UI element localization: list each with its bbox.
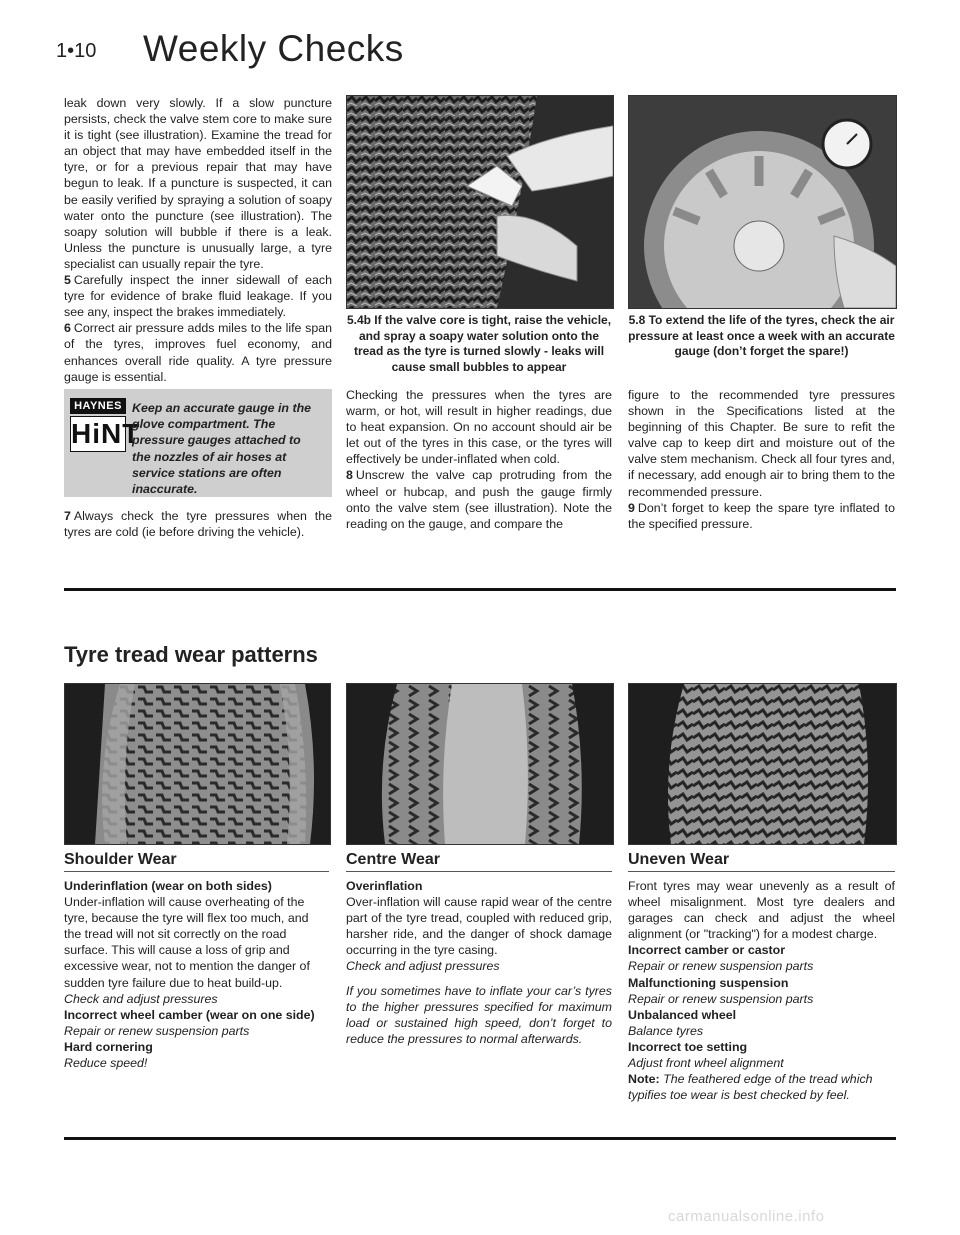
uneven-cause-4: Incorrect toe setting [628,1039,748,1054]
section-divider [64,588,896,591]
column-2-text [346,387,612,532]
column-1-text [64,95,332,385]
step-number: 9 [628,500,635,515]
tyre-shoulder-wear-image [65,684,330,844]
shoulder-wear-text [64,878,329,1071]
step-number: 7 [64,509,71,523]
heading-uneven-wear: Uneven Wear [628,851,730,868]
note-text: The feathered edge of the tread which typifies toe wear is best checked by feel. [628,1072,873,1103]
heading-underline [628,871,895,872]
paragraph-9: Don’t forget to keep the spare tyre inflated to the specified pressure. [628,500,895,531]
uneven-cause-3: Unbalanced wheel [628,1007,737,1022]
paragraph-7: Always check the tyre pressures when the tyres are cold (ie before driving the vehicle). [64,509,332,540]
shoulder-remedy-2: Repair or renew suspension parts [64,1023,250,1038]
heading-centre-wear: Centre Wear [346,851,440,868]
uneven-remedy-2: Repair or renew suspension parts [628,991,814,1006]
shoulder-cause-2: Incorrect wheel camber (wear on one side) [64,1007,315,1022]
photo-shoulder-wear [64,683,331,845]
hint-logo-text: HiNT [70,416,126,452]
page-title: Weekly Checks [143,28,404,69]
haynes-hint-logo [70,398,141,452]
bottom-divider [64,1137,896,1140]
uneven-remedy-1: Repair or renew suspension parts [628,959,814,974]
paragraph-6: Correct air pressure adds miles to the life span of the tyres, improves fuel economy, and enhances overall ride quality. A tyre pressure gauge is essential. [64,321,332,384]
haynes-logo-text: HAYNES [70,398,126,414]
shoulder-remedy-3: Reduce speed! [64,1056,148,1071]
uneven-cause-2: Malfunctioning suspension [628,975,789,990]
heading-shoulder-wear: Shoulder Wear [64,851,177,868]
uneven-wear-text [628,878,895,1103]
shoulder-cause-3: Hard cornering [64,1039,153,1054]
shoulder-remedy-1: Check and adjust pressures [64,991,218,1006]
photo-uneven-wear [628,683,897,845]
uneven-description: Front tyres may wear unevenly as a result of wheel misalignment. Most tyre dealers and garages can check and adjust the wheel alignment (or "tracking") for a modest charge. [628,879,895,942]
photo-pressure-gauge [628,95,897,309]
step-number: 8 [346,468,353,483]
centre-wear-text [346,878,612,1047]
paragraph-pressure-warm: Checking the pressures when the tyres are warm, or hot, will result in higher readings, due to heat expansion. On no account should air be let out of the tyres in this case, or the tyres will effectively be under-inflated when cold. [346,388,612,467]
centre-description: Over-inflation will cause rapid wear of the centre part of the tyre tread, coupled with reduced grip, harsher ride, and the danger of shock damage occurring in the tyre casing. [346,895,612,958]
footer-watermark: carmanualsonline.info [668,1208,825,1225]
paragraph-7-block [64,508,332,540]
shoulder-cause-1: Underinflation (wear on both sides) [64,879,272,893]
caption-5-8: 5.8 To extend the life of the tyres, check the air pressure at least once a week with an accurate gauge (don’t forget the spare!) [628,313,895,358]
uneven-remedy-4: Adjust front wheel alignment [628,1056,784,1071]
page-number: 1•10 [56,40,97,62]
step-number: 6 [64,321,71,336]
section-title: Tyre tread wear patterns [64,642,318,667]
paragraph-5: Carefully inspect the inner sidewall of each tyre for evidence of brake fluid leakage. If you see any, inspect the brakes immediately. [64,273,332,320]
uneven-cause-1: Incorrect camber or castor [628,943,786,958]
note-label: Note: [628,1072,660,1087]
hint-text: Keep an accurate gauge in the glove compartment. The pressure gauges attached to the nozzles of air hoses at service stations are often inaccurate. [132,401,312,497]
tyre-uneven-wear-image [629,684,896,844]
centre-remedy: Check and adjust pressures [346,959,500,974]
tyre-spray-illustration [347,96,613,308]
step-number: 5 [64,273,71,288]
heading-underline [346,871,612,872]
photo-centre-wear [346,683,614,845]
photo-valve-spray [346,95,614,309]
shoulder-description: Under-inflation will cause overheating of the tyre, because the tyre will flex too much, and the tread will not sit correctly on the road surface. This will cause a loss of grip and excessive wear, not to mention the danger of sudden tyre failure due to heat build-up. [64,895,310,990]
caption-5-4b: 5.4b If the valve core is tight, raise the vehicle, and spray a soapy water solution onto the tread as the tyre is turned slowly - leaks will cause small bubbles to appear [346,313,612,374]
centre-cause: Overinflation [346,879,423,893]
paragraph-intro: leak down very slowly. If a slow puncture persists, check the valve stem core to make sure it is tight (see illustration). Examine the tread for an object that may have embedded itself in the tyre, or for a previous repair that may have begun to leak. If a puncture is suspected, it can be easily verified by spraying a solution of soapy water onto the puncture (see illustration). The soapy solution will bubble if there is a leak. Unless the puncture is unusually large, a tyre specialist can usually repair the tyre. [64,96,332,271]
paragraph-recommended-pressure: figure to the recommended tyre pressures shown in the Specifications listed at the beginning of this Chapter. Be sure to refit the valve cap to keep dirt and moisture out of the valve stem mechanism. Check all four tyres and, if necessary, add enough air to bring them to the recommended pressure. [628,388,895,499]
uneven-remedy-3: Balance tyres [628,1023,704,1038]
heading-underline [64,871,329,872]
tyre-centre-wear-image [347,684,613,844]
centre-note: If you sometimes have to inflate your car’s tyres to the higher pressures specified for maximum load or sustained high speed, don’t forget to reduce the pressures to normal afterwards. [346,983,612,1046]
paragraph-8: Unscrew the valve cap protruding from the wheel or hubcap, and push the gauge firmly onto the valve stem (see illustration). Note the reading on the gauge, and compare the [346,468,612,531]
pressure-gauge-illustration [629,96,896,308]
column-3-text [628,387,895,532]
